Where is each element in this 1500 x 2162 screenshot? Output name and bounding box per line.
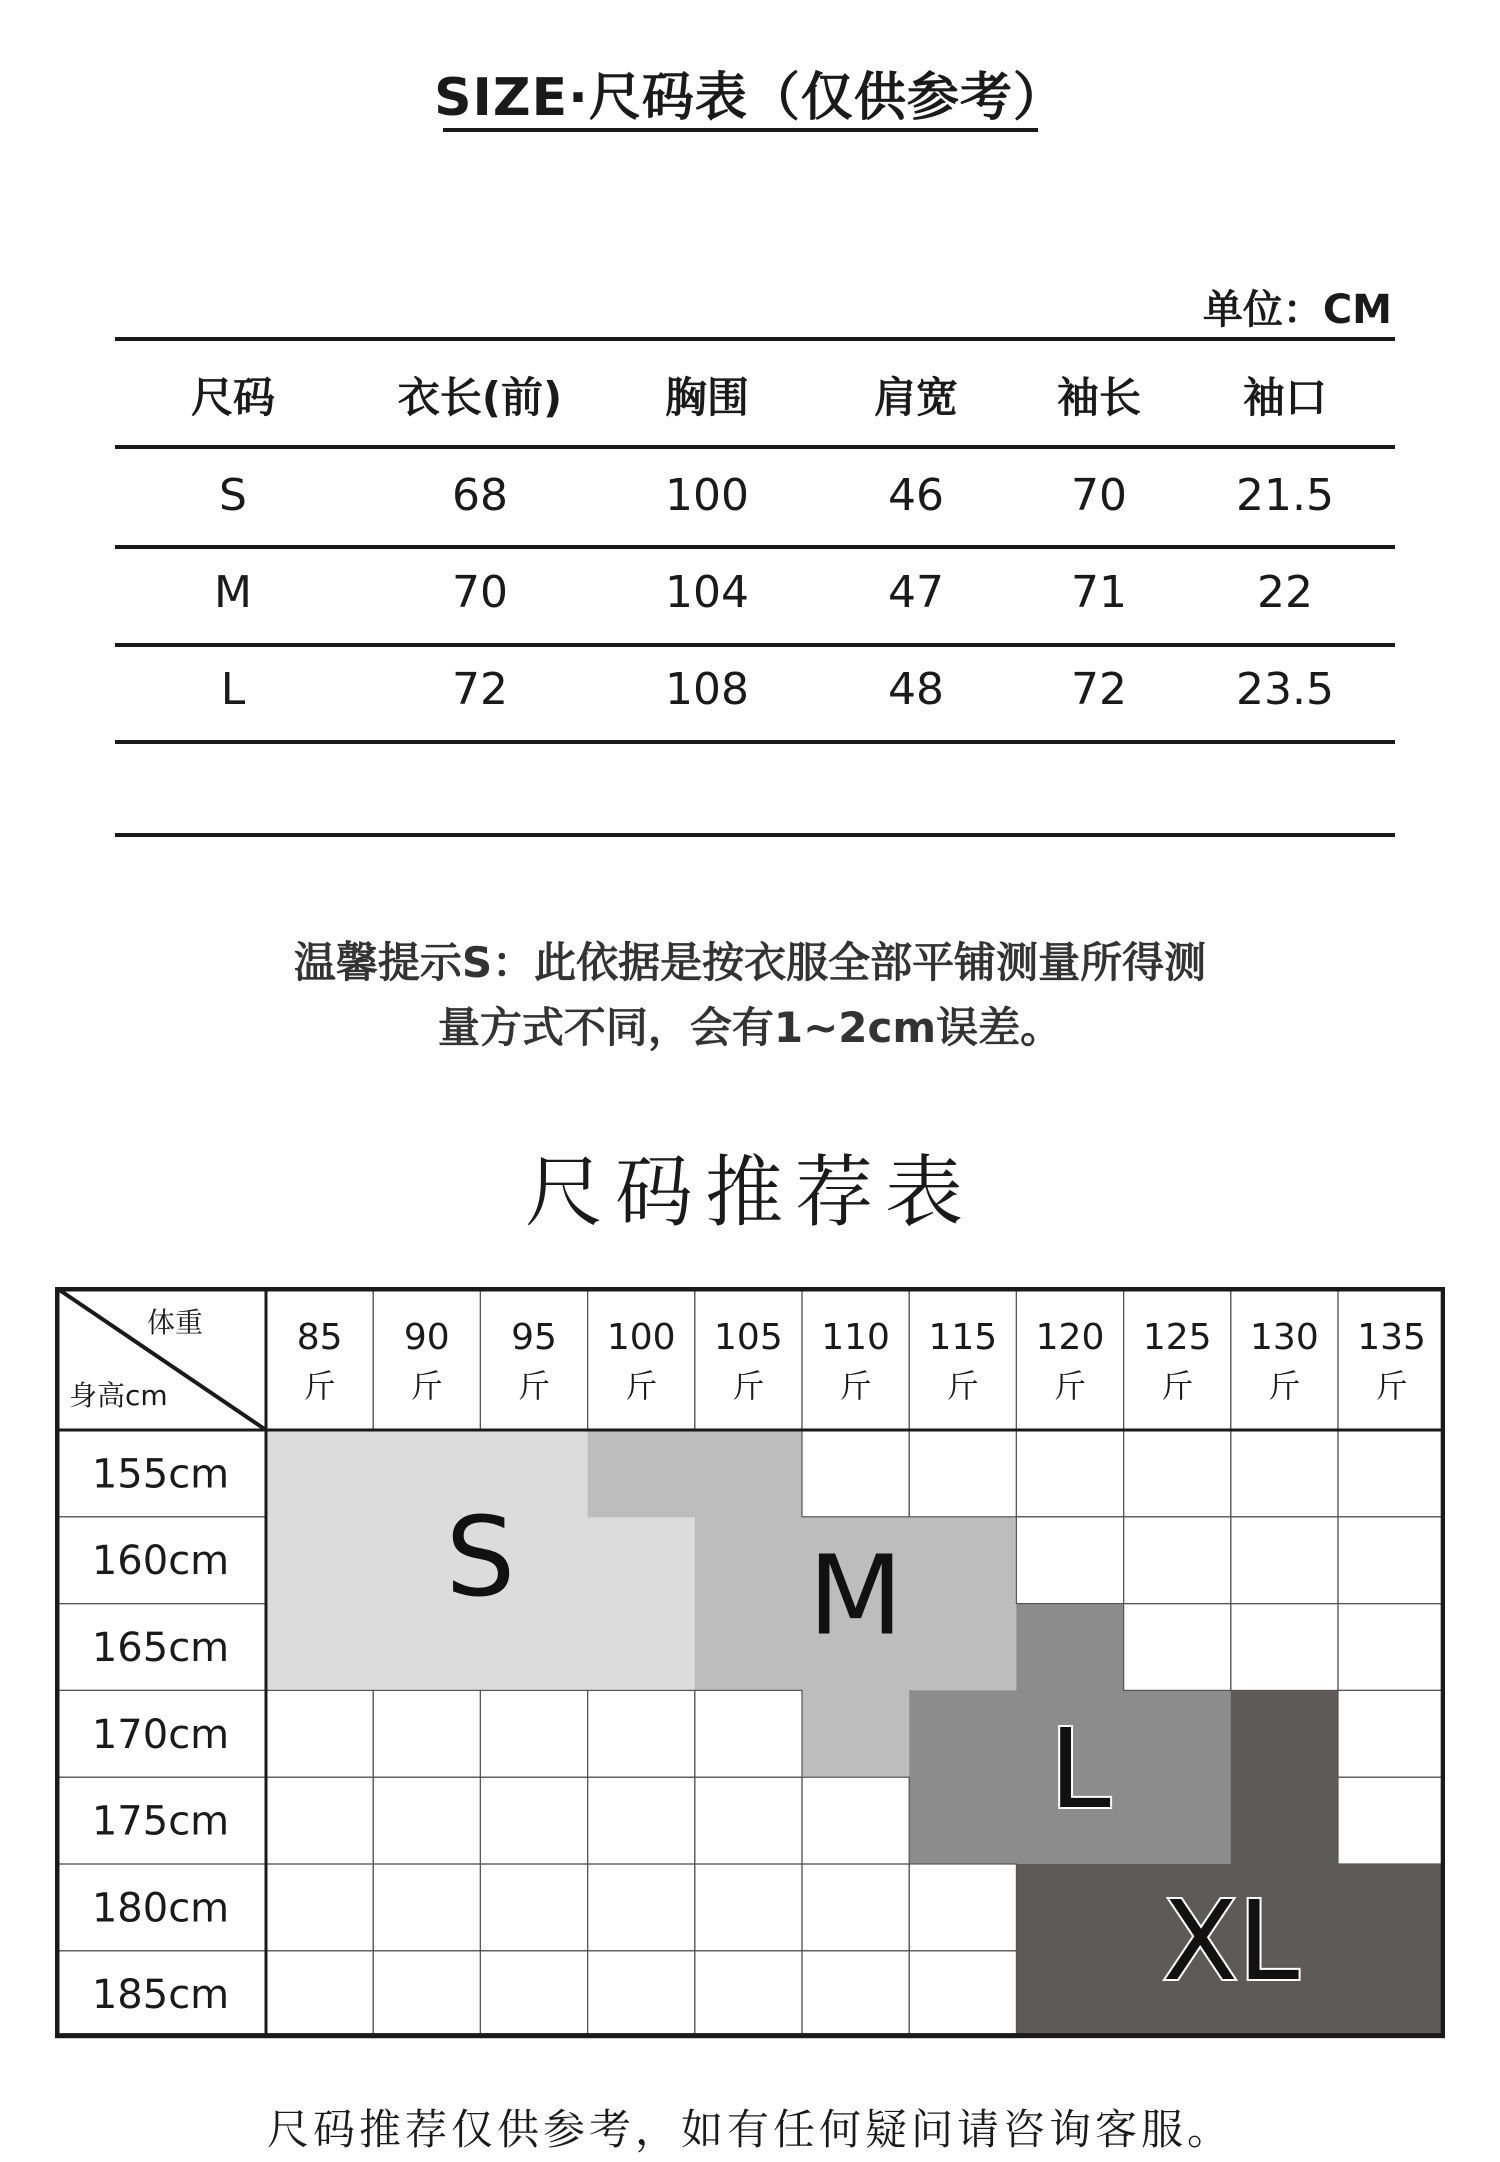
cell-chest: 100 xyxy=(665,469,749,521)
cell-shoulder: 46 xyxy=(888,469,944,521)
cell-size: M xyxy=(214,566,252,618)
corner-weight-label: 体重 xyxy=(146,1306,204,1339)
weight-unit: 斤 xyxy=(517,1367,551,1405)
weight-value: 125 xyxy=(1142,1317,1212,1358)
cell-shoulder: 47 xyxy=(888,566,944,618)
cell-chest: 104 xyxy=(665,566,749,618)
weight-value: 85 xyxy=(296,1317,343,1358)
table-rule xyxy=(115,545,1395,549)
weight-value: 95 xyxy=(511,1317,557,1358)
size-region-xl xyxy=(1231,1690,1339,1777)
size-region-m xyxy=(802,1690,910,1777)
size-region-l xyxy=(1016,1604,1124,1691)
title-underline xyxy=(443,128,1038,132)
cell-size: L xyxy=(220,663,246,715)
page-title: SIZE·尺码表（仅供参考） xyxy=(434,68,1066,128)
size-label-l: L xyxy=(1049,1705,1111,1834)
cell-sleeve: 72 xyxy=(1071,663,1127,715)
footer-note: 尺码推荐仅供参考，如有任何疑问请咨询客服。 xyxy=(266,2105,1233,2154)
height-value: 160cm xyxy=(91,1538,230,1585)
cell-cuff: 22 xyxy=(1257,566,1313,618)
cell-cuff: 23.5 xyxy=(1236,663,1334,715)
note-line-1: 温馨提示S：此依据是按衣服全部平铺测量所得测 xyxy=(293,938,1207,987)
height-value: 180cm xyxy=(91,1885,230,1932)
height-value: 165cm xyxy=(91,1625,230,1671)
weight-value: 110 xyxy=(821,1317,890,1358)
weight-value: 135 xyxy=(1357,1317,1426,1358)
weight-unit: 斤 xyxy=(303,1367,336,1405)
table-header-row xyxy=(115,370,1395,420)
weight-value: 105 xyxy=(714,1317,783,1358)
height-value: 185cm xyxy=(91,1972,230,2019)
weight-unit: 斤 xyxy=(839,1367,872,1405)
weight-unit: 斤 xyxy=(1161,1367,1194,1405)
header-size: 尺码 xyxy=(190,373,276,422)
cell-chest: 108 xyxy=(665,663,749,715)
weight-value: 130 xyxy=(1250,1317,1319,1358)
table-top-rule xyxy=(115,337,1395,341)
weight-value: 100 xyxy=(606,1317,676,1358)
size-region-s xyxy=(266,1430,588,1517)
height-value: 170cm xyxy=(91,1711,230,1758)
cell-length: 70 xyxy=(452,566,508,618)
cell-length: 72 xyxy=(452,663,508,715)
cell-size: S xyxy=(219,469,247,521)
header-chest: 胸围 xyxy=(664,373,750,422)
unit-label: 单位：CM xyxy=(1202,287,1392,333)
weight-value: 115 xyxy=(928,1317,998,1358)
weight-value: 120 xyxy=(1035,1317,1105,1358)
table-rule xyxy=(115,643,1395,647)
size-label-xl: XL xyxy=(1162,1876,1300,2005)
cell-length: 68 xyxy=(452,469,508,521)
weight-unit: 斤 xyxy=(1053,1367,1087,1405)
corner-height-label: 身高cm xyxy=(69,1379,168,1412)
height-value: 175cm xyxy=(91,1798,230,1845)
cell-shoulder: 48 xyxy=(888,663,944,715)
recommend-title: 尺码推荐表 xyxy=(524,1148,975,1238)
header-cuff: 袖口 xyxy=(1242,373,1328,422)
weight-value: 90 xyxy=(403,1317,450,1358)
size-recommend-grid xyxy=(55,1287,1445,2049)
size-label-s: S xyxy=(445,1493,516,1622)
size-region-m xyxy=(588,1430,803,1517)
size-region-xl xyxy=(1231,1777,1339,1864)
weight-unit: 斤 xyxy=(1375,1367,1408,1405)
weight-unit: 斤 xyxy=(625,1367,658,1405)
note-line-2: 量方式不同，会有1~2cm误差。 xyxy=(437,1003,1063,1052)
cell-sleeve: 70 xyxy=(1071,469,1127,521)
header-sleeve: 袖长 xyxy=(1056,373,1142,422)
weight-unit: 斤 xyxy=(946,1367,979,1405)
size-label-m: M xyxy=(808,1531,904,1660)
table-row xyxy=(115,470,1395,520)
header-length: 衣长(前) xyxy=(397,373,563,422)
table-rule xyxy=(115,445,1395,449)
cell-cuff: 21.5 xyxy=(1236,469,1334,521)
table-bottom-rule xyxy=(115,833,1395,837)
table-rule xyxy=(115,740,1395,744)
weight-unit: 斤 xyxy=(732,1367,765,1405)
weight-unit: 斤 xyxy=(410,1367,443,1405)
table-row xyxy=(115,567,1395,617)
size-recommend-svg xyxy=(55,1287,1445,2049)
table-row xyxy=(115,664,1395,714)
cell-sleeve: 71 xyxy=(1071,566,1127,618)
header-shoulder: 肩宽 xyxy=(873,373,959,422)
height-value: 155cm xyxy=(91,1451,230,1498)
weight-unit: 斤 xyxy=(1268,1367,1301,1405)
